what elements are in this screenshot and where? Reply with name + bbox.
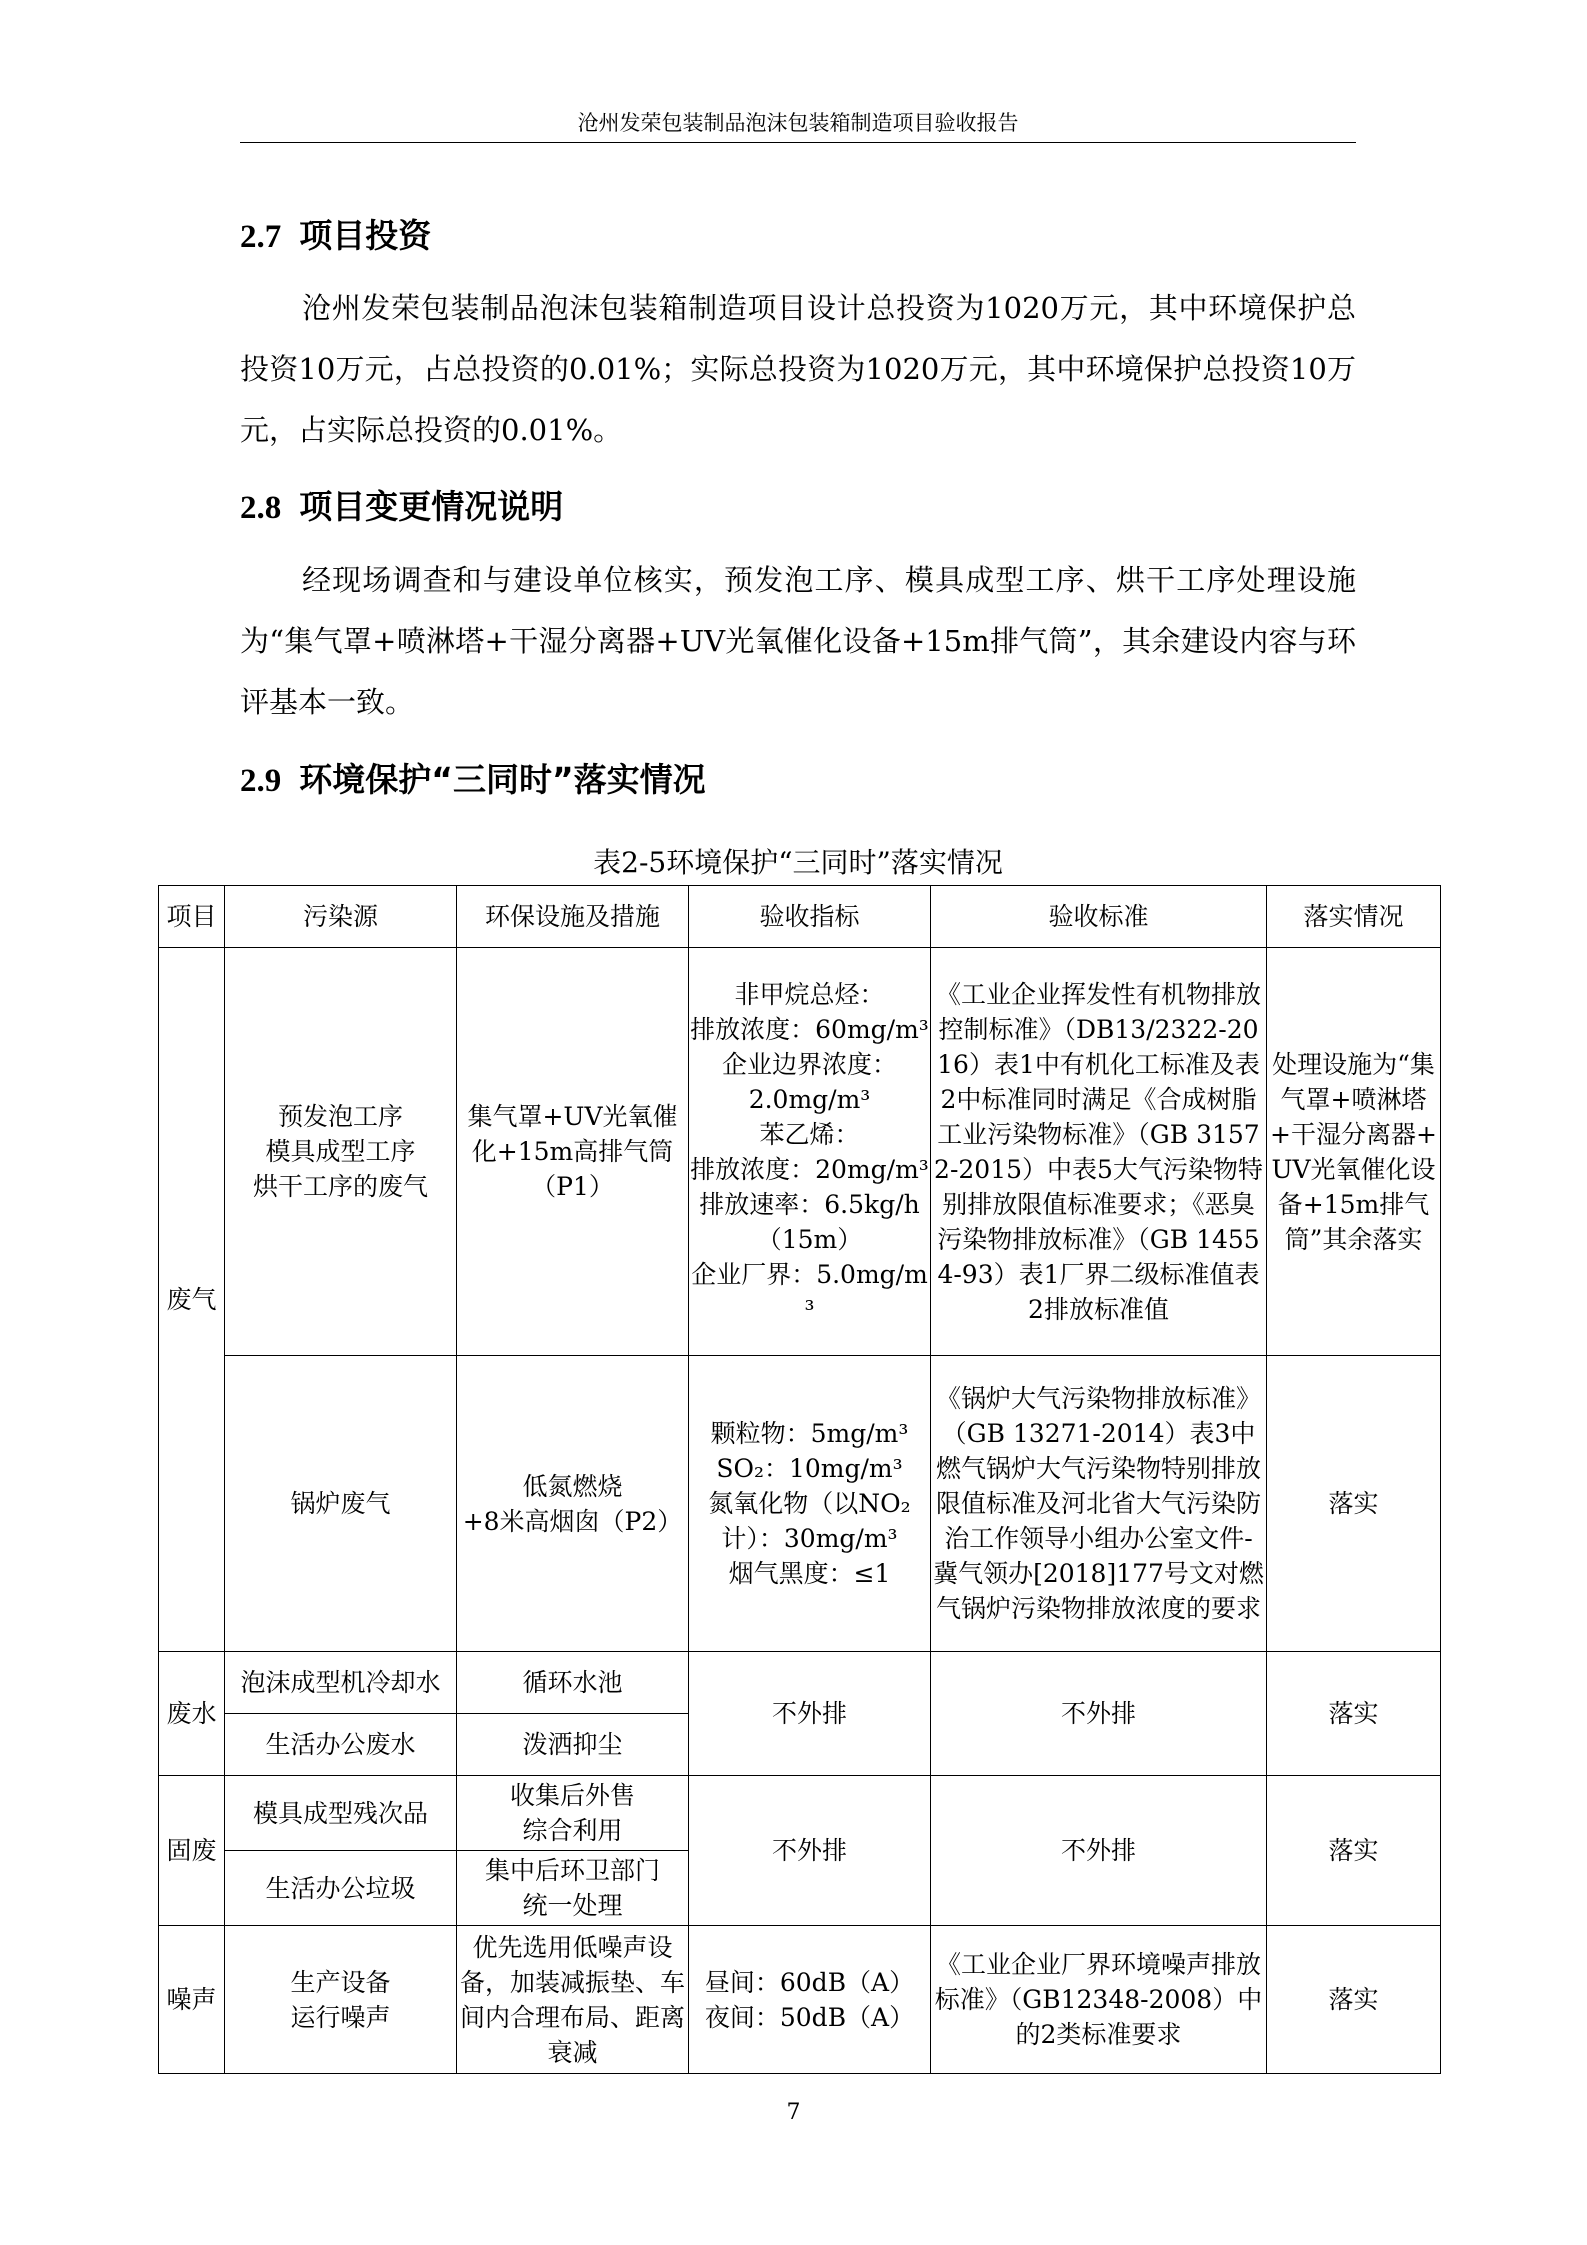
table-row	[159, 1926, 1441, 2074]
header-cell: 验收标准	[931, 886, 1267, 948]
standard-cell: 不外排	[931, 1776, 1267, 1926]
measure-cell: 集中后环卫部门 统一处理	[457, 1851, 689, 1926]
source-cell: 泡沫成型机冷却水	[225, 1652, 457, 1714]
section-heading-2-9	[240, 758, 706, 803]
standard-cell: 《锅炉大气污染物排放标准》（GB 13271-2014）表3中燃气锅炉大气污染物特别排放限值标准及河北省大气污染防治工作领导小组办公室文件-冀气领办[2018]177号文对燃气锅炉污染物排放浓度的要求	[931, 1356, 1267, 1652]
section-title: 项目投资	[299, 216, 432, 255]
table-row	[159, 1652, 1441, 1714]
status-cell: 处理设施为“集气罩+喷淋塔+干湿分离器+UV光氧催化设备+15m排气筒”其余落实	[1267, 948, 1441, 1356]
table-caption: 表2-5环境保护“三同时”落实情况	[593, 846, 1003, 879]
measure-cell: 泼洒抑尘	[457, 1714, 689, 1776]
section-number: 2.7	[240, 219, 282, 255]
status-cell: 落实	[1267, 1776, 1441, 1926]
source-cell: 模具成型残次品	[225, 1776, 457, 1851]
measure-cell: 优先选用低噪声设备，加装减振垫、车间内合理布局、距离衰减	[457, 1926, 689, 2074]
status-cell: 落实	[1267, 1356, 1441, 1652]
header-cell: 项目	[159, 886, 225, 948]
standard-cell: 《工业企业厂界环境噪声排放标准》（GB12348-2008）中的2类标准要求	[931, 1926, 1267, 2074]
measure-cell: 集气罩+UV光氧催化+15m高排气筒（P1）	[457, 948, 689, 1356]
section-paragraph-2-8: 经现场调查和与建设单位核实，预发泡工序、模具成型工序、烘干工序处理设施为“集气罩+喷淋塔+干湿分离器+UV光氧催化设备+15m排气筒”，其余建设内容与环评基本一致。	[240, 563, 1356, 719]
table-row	[159, 1776, 1441, 1851]
table-header-row	[159, 886, 1441, 948]
section-number: 2.8	[240, 490, 282, 526]
category-cell-noise: 噪声	[159, 1926, 225, 2074]
indicator-cell: 昼间：60dB（A） 夜间：50dB（A）	[689, 1926, 931, 2074]
source-cell: 生活办公废水	[225, 1714, 457, 1776]
category-cell-waste-gas: 废气	[159, 948, 225, 1652]
header-cell: 落实情况	[1267, 886, 1441, 948]
status-cell: 落实	[1267, 1652, 1441, 1776]
section-heading-2-7	[240, 214, 431, 259]
three-simultaneous-table	[158, 885, 1441, 2074]
header-rule	[240, 142, 1356, 143]
standard-cell: 《工业企业挥发性有机物排放控制标准》（DB13/2322-2016）表1中有机化工标准及表2中标准同时满足《合成树脂工业污染物标准》（GB 31572-2015）中表5大气污染物特别排放限值标准要求；《恶臭污染物排放标准》（GB 14554-93）表1厂界二级标准值表2排放标准值	[931, 948, 1267, 1356]
source-cell: 生活办公垃圾	[225, 1851, 457, 1926]
table-row	[159, 1356, 1441, 1652]
section-title: 项目变更情况说明	[299, 487, 564, 526]
indicator-cell: 非甲烷总烃： 排放浓度：60mg/m³ 企业边界浓度： 2.0mg/m³ 苯乙烯： 排放浓度：20mg/m³ 排放速率：6.5kg/h （15m） 企业厂界：5.0mg/m³	[689, 948, 931, 1356]
standard-cell: 不外排	[931, 1652, 1267, 1776]
indicator-cell: 不外排	[689, 1652, 931, 1776]
measure-cell: 收集后外售 综合利用	[457, 1776, 689, 1851]
category-cell-waste-water: 废水	[159, 1652, 225, 1776]
table-row	[159, 948, 1441, 1356]
measure-cell: 低氮燃烧 +8米高烟囱（P2）	[457, 1356, 689, 1652]
measure-cell: 循环水池	[457, 1652, 689, 1714]
indicator-cell: 不外排	[689, 1776, 931, 1926]
source-cell: 预发泡工序 模具成型工序 烘干工序的废气	[225, 948, 457, 1356]
page-header: 沧州发荣包装制品泡沫包装箱制造项目验收报告	[577, 111, 1019, 135]
header-cell: 污染源	[225, 886, 457, 948]
section-title: 环境保护“三同时”落实情况	[299, 760, 706, 799]
source-cell: 锅炉废气	[225, 1356, 457, 1652]
indicator-cell: 颗粒物：5mg/m³ SO₂：10mg/m³ 氮氧化物（以NO₂ 计）：30mg/m³ 烟气黑度：≤1	[689, 1356, 931, 1652]
source-cell: 生产设备 运行噪声	[225, 1926, 457, 2074]
page-number: 7	[786, 2100, 801, 2125]
section-number: 2.9	[240, 763, 282, 799]
section-paragraph-2-7: 沧州发荣包装制品泡沫包装箱制造项目设计总投资为1020万元，其中环境保护总投资10万元，占总投资的0.01%；实际总投资为1020万元，其中环境保护总投资10万元，占实际总投资的0.01%。	[240, 291, 1356, 447]
header-cell: 验收指标	[689, 886, 931, 948]
status-cell: 落实	[1267, 1926, 1441, 2074]
category-cell-solid-waste: 固废	[159, 1776, 225, 1926]
section-heading-2-8	[240, 485, 563, 530]
header-cell: 环保设施及措施	[457, 886, 689, 948]
